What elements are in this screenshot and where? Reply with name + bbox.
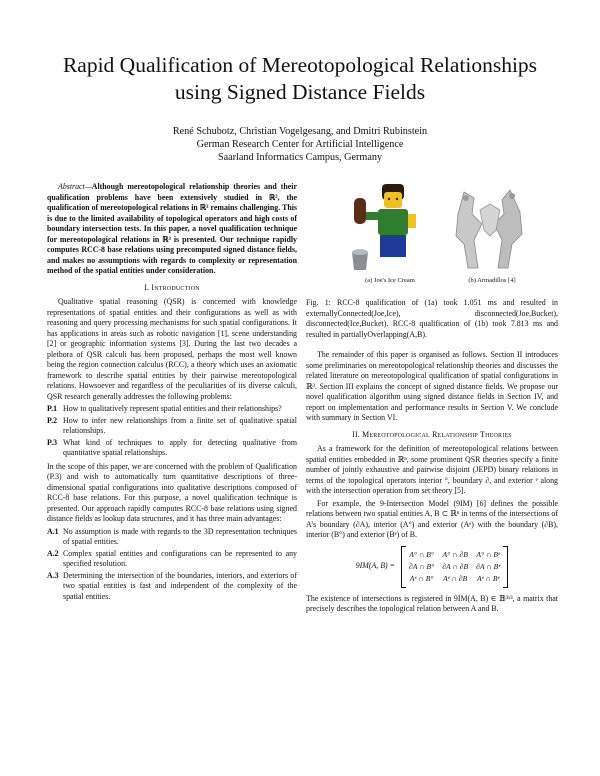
matrix-cell: Aᵉ ∩ B°: [409, 573, 434, 583]
section-2-paragraph-3: The existence of intersections is registered in 9IM(A, B) ∈ 𝔹³ˣ³, a matrix that precisely describes the topological relation between A and B.: [306, 593, 558, 613]
armadillos-image: [444, 184, 536, 274]
advantage-item: A.1 No assumption is made with regards to the 3D representation techniques of spatial entities.: [47, 526, 297, 546]
matrix-grid: [406, 549, 503, 585]
right-column: [306, 182, 558, 617]
matrix-cell: ∂A ∩ B°: [408, 561, 435, 571]
matrix-cell: A° ∩ Bᵉ: [476, 549, 501, 559]
matrix-cell: Aᵉ ∩ Bᵉ: [476, 573, 500, 583]
affiliation-line-2: Saarland Informatics Campus, Germany: [217, 152, 383, 163]
abstract-body: Although mereotopological relationship theories and their qualification problems have been extensively studied in ℝ², the qualification of mereotopological relations in ℝ³ remains challenging. This is due to the limited availability of topological operators and high costs of boundary intersection tests. In this paper, a novel qualification technique for mereotopological relations in ℝ³ is presented. Our technique rapidly computes RCC-8 base relations using precomputed signed distance fields, and makes no assumptions with regards to complexity or representation method of the spatial entities under consideration.: [47, 182, 297, 275]
figure-1: [306, 182, 558, 282]
paper-title: Rapid Qualification of Mereotopological Relationships using Signed Distance Fields: [62, 53, 538, 104]
advantage-item: A.3 Determining the intersection of the boundaries, interiors, and exteriors of two spatial entities is fast and independent of the complexity of the spatial entities.: [47, 570, 297, 601]
abstract-lead: Abstract—: [58, 182, 92, 191]
matrix-cell: ∂A ∩ ∂B: [442, 561, 469, 571]
affiliation-line-1: German Research Center for Artificial Intelligence: [196, 139, 404, 150]
figure-1a-caption: (a) Joe's Ice Cream: [365, 277, 415, 284]
matrix-cell: Aᵉ ∩ ∂B: [443, 573, 468, 583]
intro-paragraph-2: In the scope of this paper, we are concerned with the problem of Qualification (P.3) and wish to automatically turn quantitative descriptions of three-dimensional spatial configurations into qualitative descriptions composed of RCC-8 base relations. For this purpose, a novel qualification technique is presented. Our approach rapidly computes RCC-8 base relations using signed distance fields as lookup data structures, and it has three main advantages:: [47, 461, 297, 523]
problem-item: P.3 What kind of techniques to apply for detecting qualitative from quantitative spatial relationships.: [47, 437, 297, 457]
advantage-list: [47, 527, 297, 603]
author-block: [0, 125, 600, 164]
section-2-paragraph-2: For example, the 9-Intersection Model (9IM) [6] defines the possible relations between two spatial entities A, B ⊂ ℝⁿ in terms of the intersections of A's boundary (∂A), interior (A°) and exterior (Aᵉ) with the boundary (∂B), interior (B°) and exterior (Bᵉ) of B.: [306, 498, 558, 539]
matrix-cell: A° ∩ ∂B: [442, 549, 468, 559]
abstract: [47, 182, 297, 277]
matrix-lhs: 9IM(A, B) =: [355, 561, 395, 571]
9im-matrix-equation: [306, 546, 558, 588]
problem-item: P.2 How to infer new relationships from a finite set of qualitative spatial relationships.: [47, 415, 297, 435]
advantage-item: A.2 Complex spatial entities and configurations can be represented to any specified resolution.: [47, 548, 297, 568]
section-2-paragraph-1: As a framework for the definition of mereotopological relations between spatial entities embedded in ℝⁿ, some prominent QSR theories specify a finite number of jointly exhaustive and pairwise disjoint (JEPD) binary relations in terms of the topological operators interior °, boundary ∂, and exterior ᵉ along with the intersection operation from set theory [5].: [306, 444, 558, 495]
left-column: [47, 182, 297, 605]
figure-1b-caption: (b) Armadillos [4]: [468, 277, 516, 284]
intro-paragraph-1: Qualitative spatial reasoning (QSR) is concerned with knowledge representations of spatial entities and their configurations as well as with reasoning and query processing mechanisms for such spatial configurations. It has applications in areas such as robotic navigation [1], scene understanding [2] or geographic information systems [3]. During the last two decades a plethora of QSR calculi has been proposed, perhaps the most well known being the region connection calculus (RCC), a theory which uses an axiomatic framework to describe spatial entities by their pairwise mereotopological relations. Howsoever and regardless of the peculiarities of its diverse calculi, QSR research generally addresses the following problems:: [47, 297, 297, 401]
remainder-paragraph: The remainder of this paper is organised as follows. Section II introduces some preliminaries on mereotopological relationship theories and discusses the related literature on mereotopological qualification of spatial configurations in ℝ³. Section III explains the concept of signed distance fields. We propose our novel qualification algorithm using signed distance fields in Section IV, and report on implementation and performance results in Section V. We conclude with summary in Section VI.: [306, 350, 558, 422]
lego-ice-cream-image: [344, 182, 424, 274]
matrix-cell: ∂A ∩ Bᵉ: [476, 561, 501, 571]
author-names: René Schubotz, Christian Vogelgesang, and Dmitri Rubinstein: [172, 126, 428, 137]
right-bracket: [503, 546, 508, 588]
problem-item: P.1 How to qualitatively represent spatial entities and their relationships?: [47, 404, 282, 413]
section-heading-introduction: I. Introduction: [144, 282, 200, 292]
matrix-cell: A° ∩ B°: [409, 549, 434, 559]
section-heading-mereotopological: II. Mereotopological Relationship Theories: [352, 429, 512, 439]
problem-list: [47, 404, 297, 459]
figure-1-caption: Fig. 1: RCC-8 qualification of (1a) took 1.051 ms and resulted in externallyConnected(Joe,Ice), disconnected(Joe,Bucket), disconnected(Ice,Bucket). RCC-8 qualification of (1b) took 7.813 ms and resulted in partiallyOverlapping(A,B).: [306, 298, 558, 339]
